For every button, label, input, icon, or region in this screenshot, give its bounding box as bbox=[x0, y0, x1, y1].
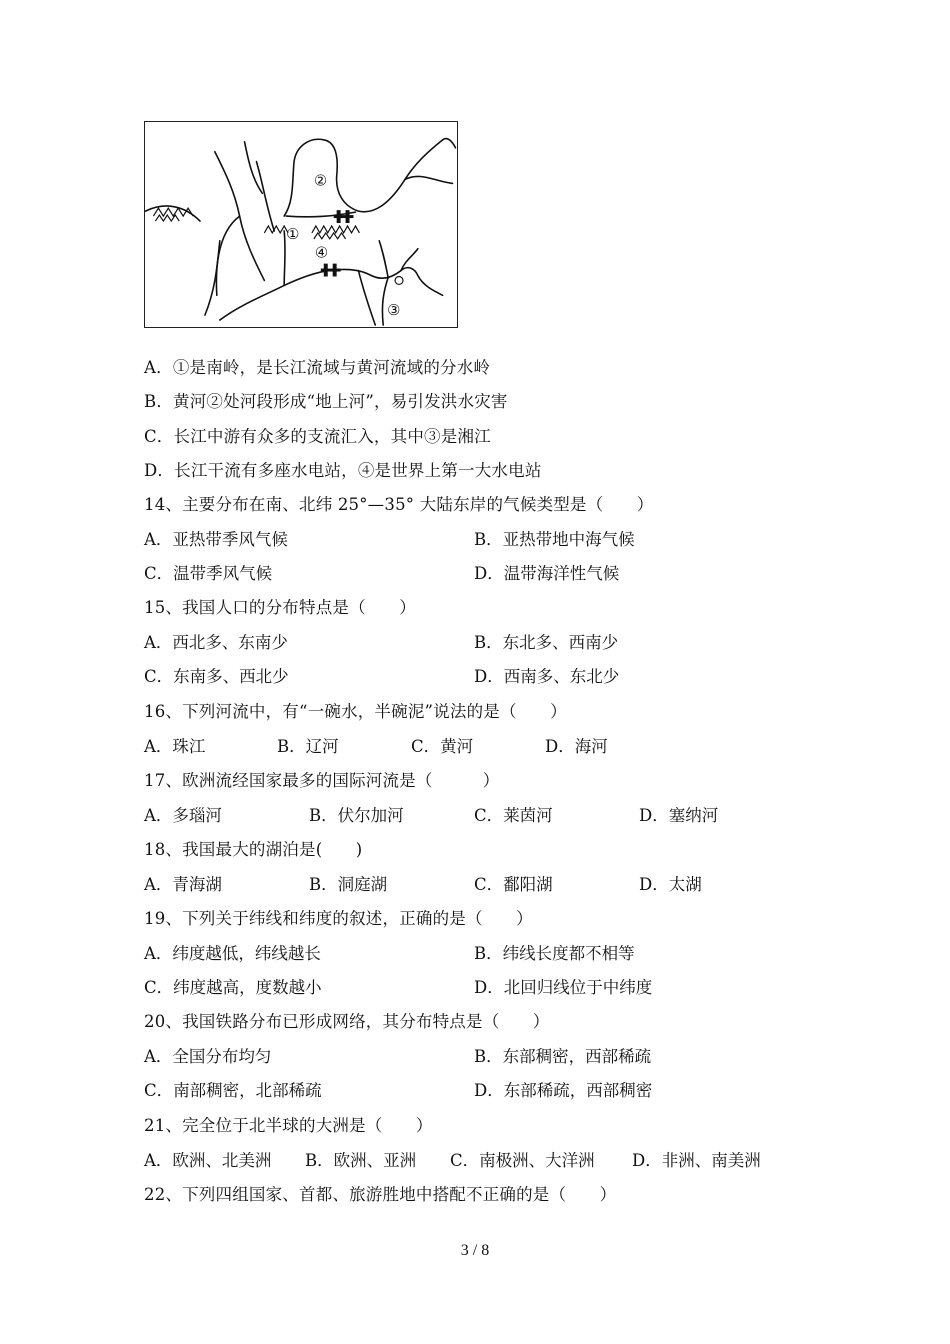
q21-option-c: C．南极洲、大洋洲 bbox=[450, 1151, 595, 1170]
q14-option-d: D．温带海洋性气候 bbox=[474, 564, 620, 583]
q21-option-d: D．非洲、南美洲 bbox=[632, 1151, 761, 1170]
q20-option-b: B．东部稠密，西部稀疏 bbox=[474, 1047, 652, 1066]
q18-option-c: C．鄱阳湖 bbox=[474, 875, 553, 894]
q15-option-a: A．西北多、东南少 bbox=[144, 633, 288, 652]
q16-stem: 16、下列河流中，有“一碗水，半碗泥”说法的是（ ） bbox=[144, 702, 567, 721]
q21-option-b: B．欧洲、亚洲 bbox=[305, 1151, 417, 1170]
q19-stem: 19、下列关于纬线和纬度的叙述，正确的是（ ） bbox=[144, 909, 533, 928]
q17-option-b: B．伏尔加河 bbox=[309, 806, 404, 825]
q18-option-a: A．青海湖 bbox=[144, 875, 222, 894]
yellow-river bbox=[284, 139, 442, 216]
q19-option-c: C．纬度越高，度数越小 bbox=[144, 978, 322, 997]
q17-stem: 17、欧洲流经国家最多的国际河流是（ ） bbox=[144, 771, 500, 790]
q18-option-b: B．洞庭湖 bbox=[309, 875, 388, 894]
marker-2: ② bbox=[313, 171, 328, 190]
q15-option-c: C．东南多、西北少 bbox=[144, 667, 289, 686]
q16-option-d: D．海河 bbox=[545, 737, 608, 756]
river-map-figure bbox=[144, 121, 458, 328]
q20-option-d: D．东部稀疏，西部稠密 bbox=[474, 1081, 653, 1100]
q19-option-b: B．纬线长度都不相等 bbox=[474, 944, 635, 963]
q21-option-a: A．欧洲、北美洲 bbox=[144, 1151, 272, 1170]
q16-option-a: A．珠江 bbox=[144, 737, 206, 756]
q13-option-d: D．长江干流有多座水电站，④是世界上第一大水电站 bbox=[144, 461, 542, 480]
q20-option-c: C．南部稠密，北部稀疏 bbox=[144, 1081, 322, 1100]
q21-stem: 21、完全位于北半球的大洲是（ ） bbox=[144, 1116, 433, 1135]
q20-stem: 20、我国铁路分布已形成网络，其分布特点是（ ） bbox=[144, 1012, 550, 1031]
marker-3: ③ bbox=[387, 301, 401, 320]
q15-stem: 15、我国人口的分布特点是（ ） bbox=[144, 598, 416, 617]
q14-stem: 14、主要分布在南、北纬 25°—35° 大陆东岸的气候类型是（ ） bbox=[144, 495, 654, 514]
q18-stem: 18、我国最大的湖泊是( ) bbox=[144, 840, 363, 859]
q14-option-a: A．亚热带季风气候 bbox=[144, 530, 288, 549]
marker-1: ① bbox=[286, 224, 300, 243]
marker-4: ④ bbox=[314, 243, 329, 262]
q13-option-b: B．黄河②处河段形成“地上河”，易引发洪水灾害 bbox=[144, 392, 508, 411]
mountain-symbols bbox=[153, 208, 359, 239]
q17-option-d: D．塞纳河 bbox=[639, 806, 719, 825]
q16-option-c: C．黄河 bbox=[411, 737, 474, 756]
q19-option-d: D．北回归线位于中纬度 bbox=[474, 978, 653, 997]
q20-option-a: A．全国分布均匀 bbox=[144, 1047, 272, 1066]
q13-option-c: C．长江中游有众多的支流汇入，其中③是湘江 bbox=[144, 427, 491, 446]
q14-option-b: B．亚热带地中海气候 bbox=[474, 530, 635, 549]
q14-option-c: C．温带季风气候 bbox=[144, 564, 273, 583]
q15-option-d: D．西南多、东北少 bbox=[474, 667, 620, 686]
yangtze-river bbox=[220, 268, 443, 320]
page-number: 3 / 8 bbox=[460, 1242, 490, 1259]
q13-option-a: A．①是南岭，是长江流域与黄河流域的分水岭 bbox=[144, 358, 491, 377]
q17-option-c: C．莱茵河 bbox=[474, 806, 553, 825]
q19-option-a: A．纬度越低，纬线越长 bbox=[144, 944, 321, 963]
q15-option-b: B．东北多、西南少 bbox=[474, 633, 619, 652]
q18-option-d: D．太湖 bbox=[639, 875, 702, 894]
river-map-svg bbox=[145, 122, 457, 327]
q17-option-a: A．多瑙河 bbox=[144, 806, 222, 825]
q22-stem: 22、下列四组国家、首都、旅游胜地中搭配不正确的是（ ） bbox=[144, 1185, 617, 1204]
q16-option-b: B．辽河 bbox=[277, 737, 339, 756]
